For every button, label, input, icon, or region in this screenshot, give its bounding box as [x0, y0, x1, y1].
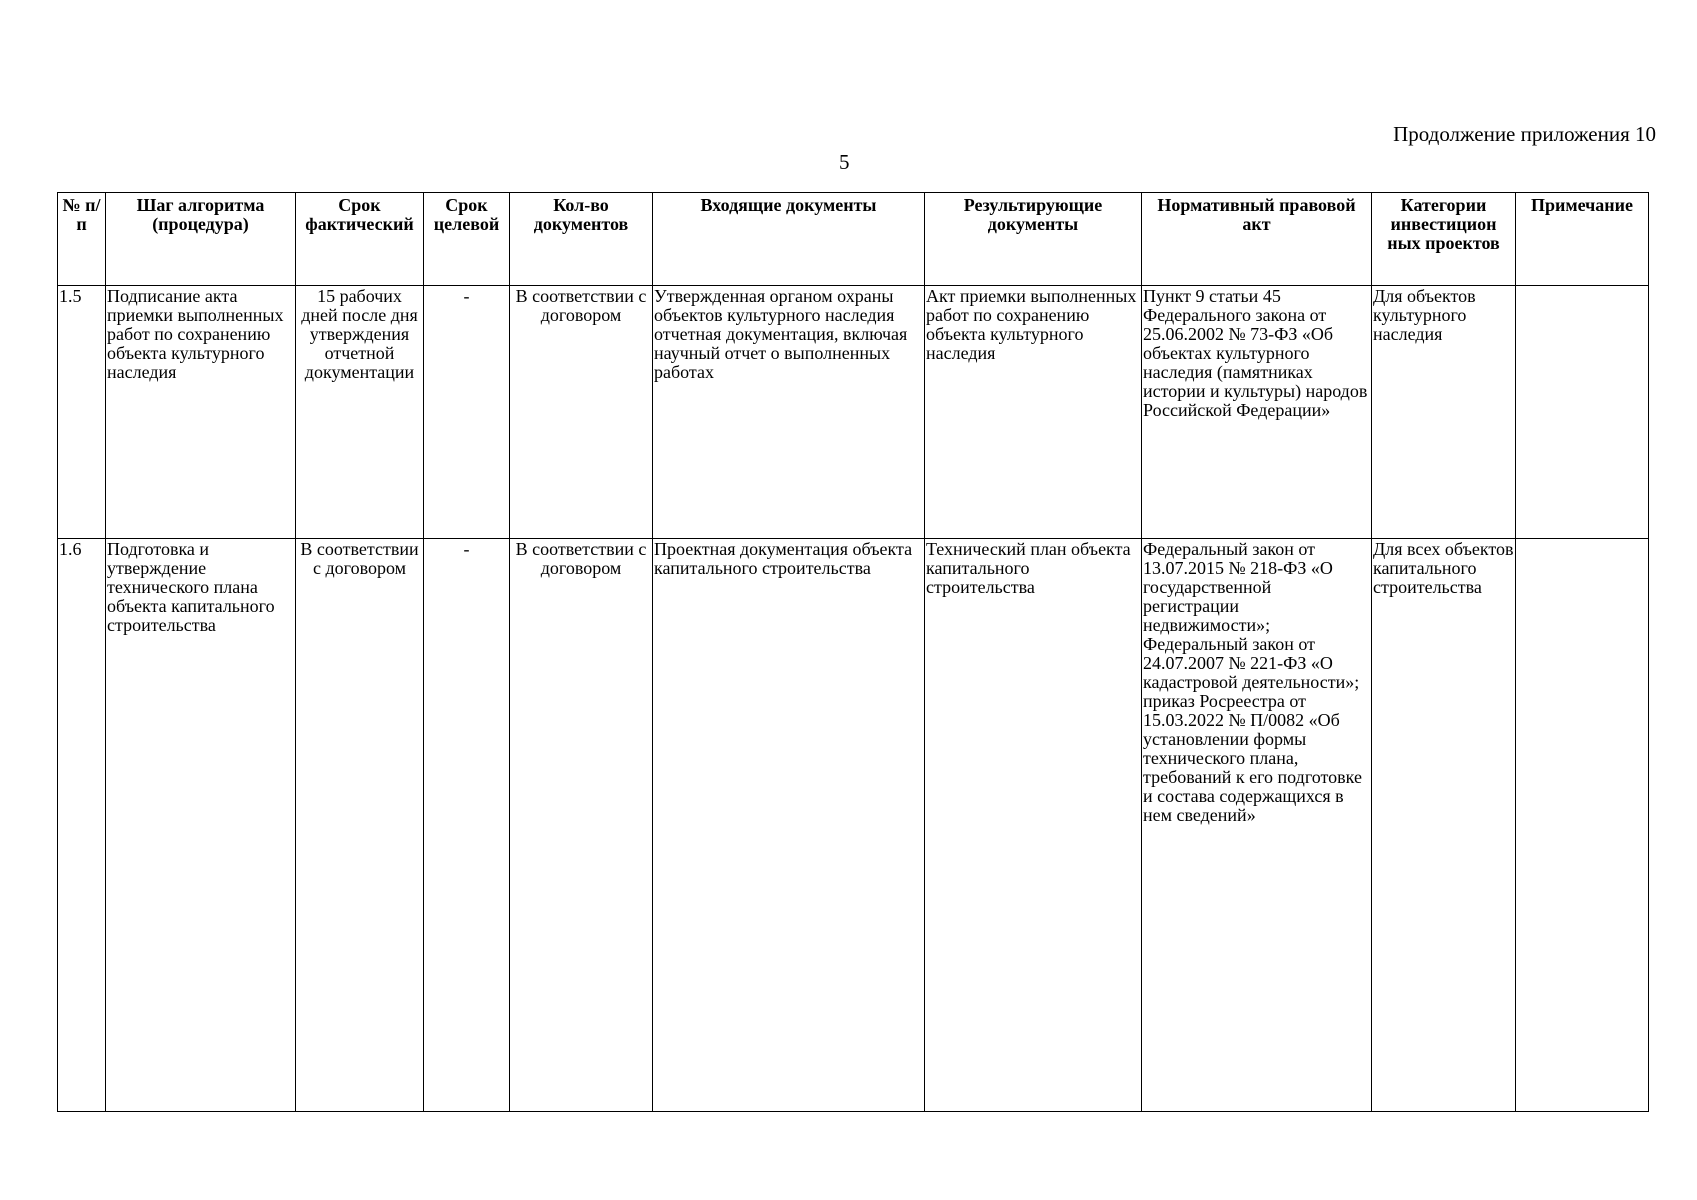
column-header-step: Шаг алгоритма (процедура) — [106, 193, 296, 286]
column-header-term-actual: Срок фактический — [296, 193, 424, 286]
appendix-continuation-label: Продолжение приложения 10 — [1393, 122, 1656, 146]
cell-term-target: - — [424, 286, 510, 539]
cell-step: Подготовка и утверждение технического плана объекта капитального строительства — [106, 539, 296, 1112]
cell-categories: Для всех объектов капитального строительства — [1372, 539, 1516, 1112]
cell-input-docs: Проектная документация объекта капитального строительства — [653, 539, 925, 1112]
column-header-legal-act: Нормативный правовой акт — [1142, 193, 1372, 286]
cell-term-target: - — [424, 539, 510, 1112]
cell-result-docs: Акт приемки выполненных работ по сохранению объекта культурного наследия — [925, 286, 1142, 539]
cell-doc-count: В соответствии с договором — [510, 539, 653, 1112]
column-header-input-docs: Входящие документы — [653, 193, 925, 286]
cell-doc-count: В соответствии с договором — [510, 286, 653, 539]
cell-legal-act: Федеральный закон от 13.07.2015 № 218-ФЗ «О государственной регистрации недвижимости»; Федеральный закон от 24.07.2007 № 221-ФЗ «О кадастровой деятельности»; приказ Росреестра от 15.03.2022 № П/0082 «Об установлении формы технического плана, требований к его подготовке и состава содержащихся в нем сведений» — [1142, 539, 1372, 1112]
cell-result-docs: Технический план объекта капитального строительства — [925, 539, 1142, 1112]
cell-step: Подписание акта приемки выполненных работ по сохранению объекта культурного наследия — [106, 286, 296, 539]
cell-input-docs: Утвержденная органом охраны объектов культурного наследия отчетная документация, включая научный отчет о выполненных работах — [653, 286, 925, 539]
cell-legal-act: Пункт 9 статьи 45 Федерального закона от 25.06.2002 № 73-ФЗ «Об объектах культурного наследия (памятниках истории и культуры) народов Российской Федерации» — [1142, 286, 1372, 539]
column-header-note: Примечание — [1516, 193, 1649, 286]
cell-note — [1516, 539, 1649, 1112]
cell-term-actual: В соответствии с договором — [296, 539, 424, 1112]
column-header-result-docs: Результирующие документы — [925, 193, 1142, 286]
column-header-doc-count: Кол-во документов — [510, 193, 653, 286]
cell-term-actual: 15 рабочих дней после дня утверждения отчетной документации — [296, 286, 424, 539]
table-row — [58, 539, 1649, 1112]
table-row — [58, 286, 1649, 539]
procedure-table — [57, 192, 1649, 1112]
column-header-categories: Категории инвестицион ных проектов — [1372, 193, 1516, 286]
column-header-number: № п/п — [58, 193, 106, 286]
table-header-row — [58, 193, 1649, 286]
cell-number: 1.5 — [58, 286, 106, 539]
cell-number: 1.6 — [58, 539, 106, 1112]
cell-categories: Для объектов культурного наследия — [1372, 286, 1516, 539]
page-number: 5 — [839, 150, 850, 174]
cell-note — [1516, 286, 1649, 539]
column-header-term-target: Срок целевой — [424, 193, 510, 286]
